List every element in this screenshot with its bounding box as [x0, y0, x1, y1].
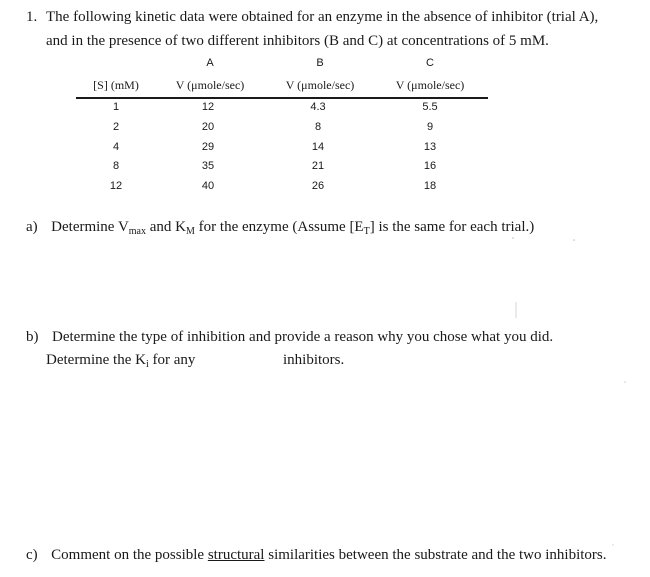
- cell-velocity-c: 16: [423, 160, 437, 172]
- part-a-question: [26, 219, 534, 236]
- vmax-subscript: max: [128, 226, 146, 237]
- cell-substrate: 12: [109, 180, 123, 192]
- cell-velocity-a: 20: [201, 121, 215, 133]
- km-subscript: M: [186, 226, 195, 237]
- cell-velocity-a: 29: [201, 141, 215, 153]
- part-b-line-2-after: for any: [148, 352, 196, 368]
- cell-velocity-c: 5.5: [422, 101, 438, 113]
- part-a-text-1: Determine V: [51, 219, 129, 235]
- part-a-label: a): [26, 219, 38, 235]
- cell-velocity-b: 4.3: [310, 101, 326, 113]
- cell-velocity-c: 9: [426, 121, 434, 133]
- question-text-line-1: The following kinetic data were obtained for an enzyme in the absence of inhibitor (trial A),: [46, 9, 599, 25]
- et-subscript: T: [363, 226, 370, 237]
- header-velocity-a: V (μmole/sec): [175, 78, 245, 92]
- part-c-text-2: similarities between the substrate and the two inhibitors.: [264, 547, 607, 563]
- cell-substrate: 8: [112, 160, 120, 172]
- part-c-text-1: Comment on the possible: [51, 547, 208, 563]
- table-header-rule: [76, 97, 488, 99]
- question-number: 1.: [26, 9, 38, 25]
- question-text-line-2: and in the presence of two different inhibitors (B and C) at concentrations of 5 mM.: [46, 33, 549, 49]
- cell-velocity-b: 21: [311, 160, 325, 172]
- part-b-line-1: Determine the type of inhibition and provide a reason why you chose what you did.: [52, 329, 554, 345]
- speck: [624, 381, 626, 383]
- part-b-question: [26, 329, 553, 346]
- column-letter-c: C: [426, 57, 434, 69]
- part-c-label: c): [26, 547, 38, 563]
- cell-velocity-a: 40: [201, 180, 215, 192]
- header-velocity-c: V (μmole/sec): [395, 78, 465, 92]
- part-a-text-3: for the enzyme (Assume [E: [194, 219, 364, 235]
- column-letter-a: A: [206, 57, 214, 69]
- header-substrate: [S] (mM): [93, 78, 139, 92]
- speck: [573, 239, 575, 241]
- header-velocity-b: V (μmole/sec): [285, 78, 355, 92]
- cell-velocity-b: 14: [311, 141, 325, 153]
- part-b-label: b): [26, 329, 39, 345]
- speck: [612, 544, 613, 545]
- cell-substrate: 2: [112, 121, 120, 133]
- ki-subscript: i: [145, 359, 149, 370]
- column-letter-b: B: [316, 57, 324, 69]
- cell-velocity-b: 26: [311, 180, 325, 192]
- cell-velocity-c: 13: [423, 141, 437, 153]
- cell-velocity-c: 18: [423, 180, 437, 192]
- part-b-line-2-tail: inhibitors.: [283, 352, 345, 368]
- part-a-text-2: and K: [146, 219, 186, 235]
- part-c-underlined-word: structural: [207, 547, 265, 563]
- speck: [512, 237, 514, 239]
- cell-velocity-a: 12: [201, 101, 215, 113]
- part-b-line-2: [46, 352, 195, 369]
- part-b-line-2-text: Determine the K: [46, 352, 146, 368]
- cell-substrate: 4: [112, 141, 120, 153]
- cell-substrate: 1: [112, 101, 120, 113]
- part-a-text-4: ] is the same for each trial.): [369, 219, 535, 235]
- cell-velocity-a: 35: [201, 160, 215, 172]
- part-c-question: [26, 547, 607, 564]
- cell-velocity-b: 8: [314, 121, 322, 133]
